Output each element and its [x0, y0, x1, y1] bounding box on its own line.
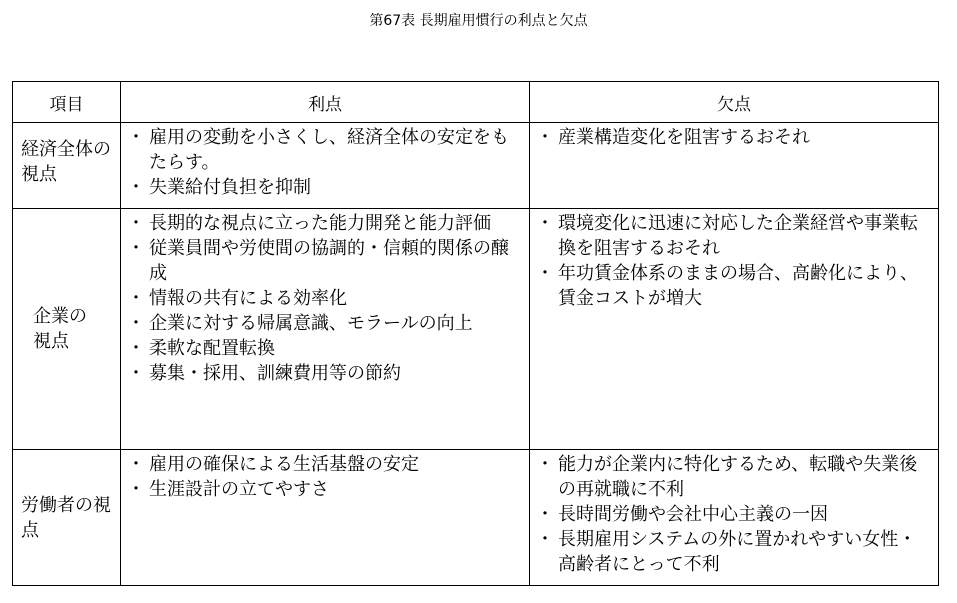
- advantages-cell: [121, 209, 530, 450]
- list-item: ・ 雇用の変動を小さくし、経済全体の安定をもたらす。: [127, 125, 525, 175]
- list-item: ・ 柔軟な配置転換: [127, 336, 525, 361]
- list-item: ・ 環境変化に迅速に対応した企業経営や事業転換を阻害するおそれ: [536, 211, 934, 261]
- table-row: [13, 123, 939, 209]
- disadvantages-cell: [530, 450, 939, 586]
- disadvantages-cell: [530, 123, 939, 209]
- list-item: ・ 年功賃金体系のままの場合、高齢化により、賃金コストが増大: [536, 261, 934, 311]
- list-item: ・ 生涯設計の立てやすさ: [127, 477, 525, 502]
- table-row: [13, 209, 939, 450]
- header-item: 項目: [13, 82, 121, 123]
- row-label-company: 企業の視点: [13, 209, 121, 450]
- list-item: ・ 従業員間や労使間の協調的・信頼的関係の醸成: [127, 236, 525, 286]
- list-item: ・ 企業に対する帰属意識、モラールの向上: [127, 311, 525, 336]
- table-row: [13, 450, 939, 586]
- header-advantages: 利点: [121, 82, 530, 123]
- list-item: ・ 長期雇用システムの外に置かれやすい女性・高齢者にとって不利: [536, 527, 934, 577]
- list-item: ・ 長期的な視点に立った能力開発と能力評価: [127, 211, 525, 236]
- row-label-worker: 労働者の視点: [13, 450, 121, 586]
- header-disadvantages: 欠点: [530, 82, 939, 123]
- advantages-cell: [121, 123, 530, 209]
- list-item: ・ 長時間労働や会社中心主義の一因: [536, 502, 934, 527]
- list-item: ・ 能力が企業内に特化するため、転職や失業後の再就職に不利: [536, 452, 934, 502]
- row-label-economy: 経済全体の視点: [13, 123, 121, 209]
- list-item: ・ 募集・採用、訓練費用等の節約: [127, 361, 525, 386]
- disadvantages-cell: [530, 209, 939, 450]
- list-item: ・ 失業給付負担を抑制: [127, 175, 525, 200]
- table-title: 第67表 長期雇用慣行の利点と欠点: [369, 13, 588, 29]
- list-item: ・ 雇用の確保による生活基盤の安定: [127, 452, 525, 477]
- pros-cons-table: [12, 81, 939, 586]
- header-row: [13, 82, 939, 123]
- advantages-cell: [121, 450, 530, 586]
- list-item: ・ 情報の共有による効率化: [127, 286, 525, 311]
- list-item: ・ 産業構造変化を阻害するおそれ: [536, 125, 934, 150]
